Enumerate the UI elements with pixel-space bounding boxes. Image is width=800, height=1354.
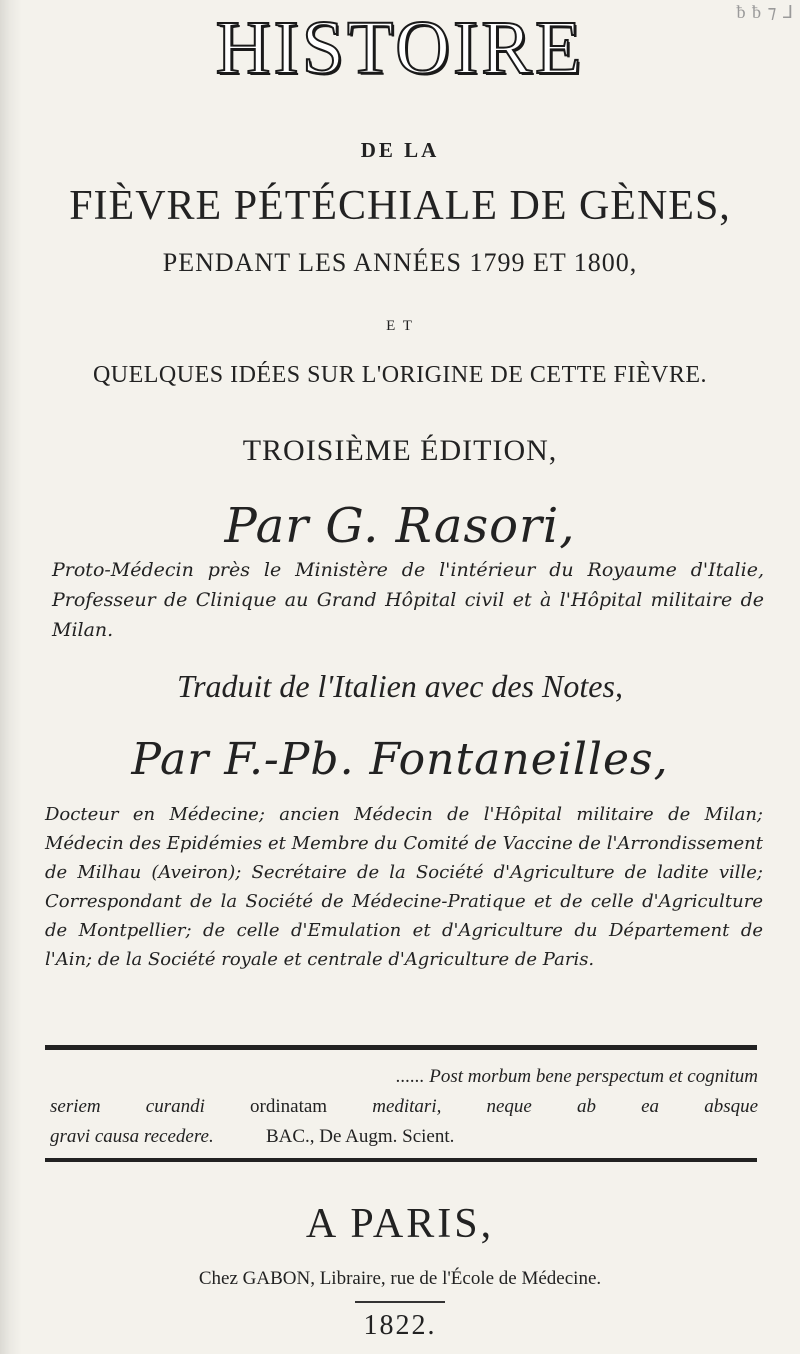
edition-line: TROISIÈME ÉDITION, [242, 434, 558, 467]
translation-note: Traduit de l'Italien avec des Notes, [177, 668, 623, 704]
subtitle-de-la: DE LA [360, 138, 440, 162]
subtitle-main: FIÈVRE PÉTÉCHIALE DE GÈNES, [69, 183, 731, 229]
publication-place: A PARIS, [305, 1201, 495, 1247]
publication-year: 1822. [363, 1310, 437, 1341]
epigraph-tail-text: gravi causa recedere. [50, 1126, 214, 1147]
subtitle-period: PENDANT LES ANNÉES 1799 ET 1800, [162, 248, 638, 277]
subtitle-ideas: QUELQUES IDÉES SUR L'ORIGINE DE CETTE FIÈVRE. [92, 362, 708, 388]
epigraph-body-2: ordinatam [250, 1096, 328, 1117]
epigraph-body-3: meditari, neque ab ea absque [372, 1096, 759, 1117]
ornament-rule [355, 1301, 445, 1303]
author-description: Proto-Médecin près le Ministère de l'intérieur du Royaume d'Italie, Professeur de Clinique au Grand Hôpital civil et à l'Hôpital militaire de Milan. [52, 559, 764, 641]
divider-bottom [45, 1158, 757, 1162]
epigraph-body [50, 1092, 758, 1122]
epigraph [50, 1062, 758, 1152]
subtitle-conjunction: E T [386, 318, 414, 334]
epigraph-source: BAC., De Augm. Scient. [265, 1126, 455, 1147]
epigraph-tail [50, 1122, 758, 1152]
translator-description: Docteur en Médecine; ancien Médecin de l'Hôpital militaire de Milan; Médecin des Epidémies et Membre du Comité de Vaccine de l'Arrondissement de Milhau (Aveiron); Secrétaire de la Société d'Agriculture de ladite ville; Correspondant de la Société de Médecine-Pratique et de celle d'Agriculture de Montpellier; de celle d'Emulation et d'Agriculture du Département de l'Ain; de la Société royale et centrale d'Agriculture de Paris. [45, 804, 763, 970]
translator-name: Par F.-Pb. Fontaneilles, [131, 734, 669, 785]
epigraph-lead: ...... Post morbum bene perspectum et cognitum [396, 1066, 758, 1087]
epigraph-body-1: seriem curandi [50, 1096, 205, 1117]
library-shelf-mark: ƀ ƀ ⁊ ⅃ [736, 2, 794, 22]
publisher-line: Chez GABON, Libraire, rue de l'École de Médecine. [198, 1268, 602, 1289]
author-name: Par G. Rasori, [224, 498, 576, 554]
divider-top [45, 1045, 757, 1050]
book-title: HISTOIRE [215, 6, 585, 90]
